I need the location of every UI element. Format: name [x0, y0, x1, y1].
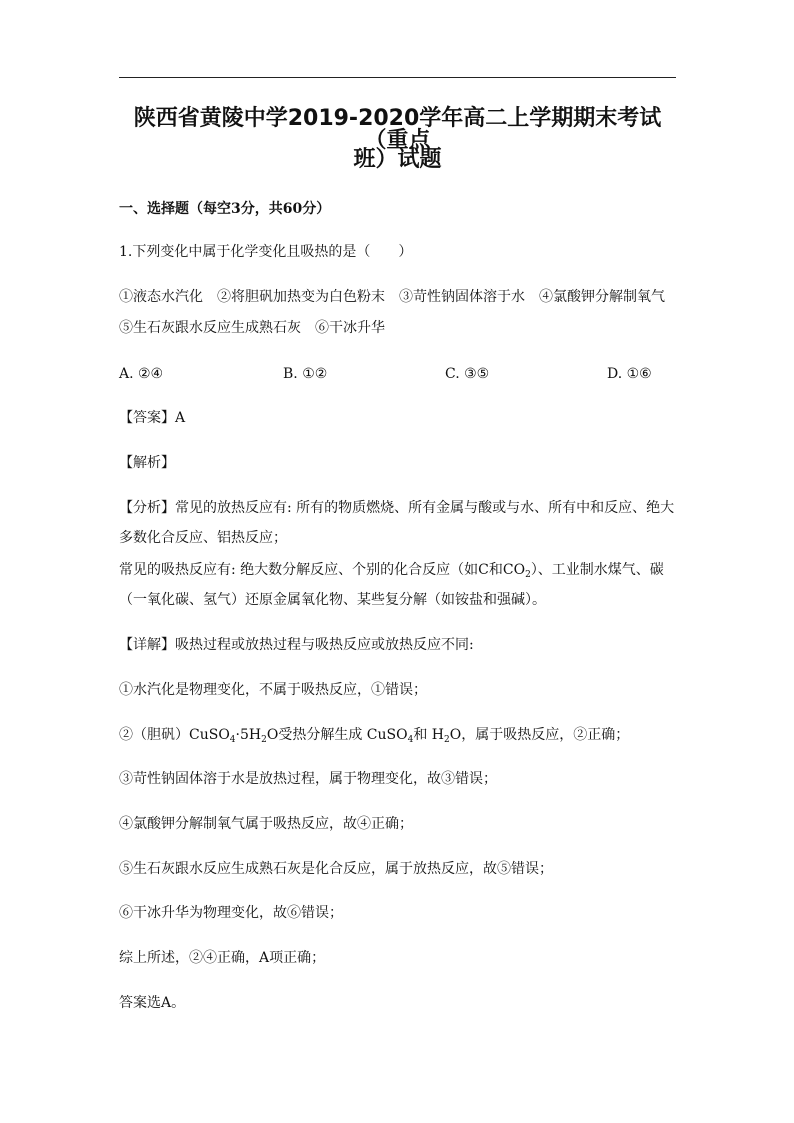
detail-item-2: ②（胆矾）$CuSO_4\cdot 5H_2O$受热分解生成 CuSO$_4$和 $H_2O$，属于吸热反应，②正确；: [119, 727, 630, 745]
analysis-heading: 【解析】: [119, 455, 175, 471]
analysis-p2-line1: 常见的吸热反应有: 绝大数分解反应、个别的化合反应（如C和$CO_2$）、工业制水煤气、碳: [119, 562, 664, 580]
section-heading: 一、选择题（每空3分，共60分）: [119, 201, 331, 217]
question-items-line1: ①液态水汽化 ②将胆矾加热变为白色粉末 ③苛性钠固体溶于水 ④氯酸钾分解制氧气: [119, 289, 665, 305]
detail-final-answer: 答案选A。: [119, 995, 186, 1011]
detail-item-3: ③苛性钠固体溶于水是放热过程，属于物理变化，故③错误；: [119, 771, 497, 787]
option-b: B. ①②: [283, 366, 328, 382]
option-c: C. ③⑤: [445, 366, 490, 382]
header-rule: [119, 77, 676, 78]
answer: 【答案】A: [119, 410, 186, 426]
analysis-p1-line2: 多数化合反应、铝热反应；: [119, 530, 287, 546]
option-a: A. ②④: [119, 366, 164, 382]
analysis-p1-line1: 【分析】常见的放热反应有: 所有的物质燃烧、所有金属与酸或与水、所有中和反应、绝大: [119, 500, 675, 516]
detail-item-4: ④氯酸钾分解制氧气属于吸热反应，故④正确；: [119, 816, 413, 832]
detail-item-6: ⑥干冰升华为物理变化，故⑥错误；: [119, 905, 343, 921]
option-d: D. ①⑥: [607, 366, 652, 382]
detail-heading: 【详解】吸热过程或放热过程与吸热反应或放热反应不同:: [119, 637, 474, 653]
page-title: 陕西省黄陵中学2019-2020学年高二上学期期末考试（重点: [133, 106, 662, 153]
detail-summary: 综上所述，②④正确，A项正确；: [119, 950, 326, 966]
page-title-continued: 班）试题: [353, 147, 442, 172]
detail-item-5: ⑤生石灰跟水反应生成熟石灰是化合反应，属于放热反应，故⑤错误；: [119, 861, 553, 877]
question-stem: 1.下列变化中属于化学变化且吸热的是（ ）: [119, 244, 413, 260]
detail-item-1: ①水汽化是物理变化，不属于吸热反应，①错误；: [119, 682, 427, 698]
question-items-line2: ⑤生石灰跟水反应生成熟石灰 ⑥干冰升华: [119, 320, 385, 336]
analysis-p2-line2: （一氧化碳、氢气）还原金属氧化物、某些复分解（如铵盐和强碱）。: [119, 592, 546, 608]
